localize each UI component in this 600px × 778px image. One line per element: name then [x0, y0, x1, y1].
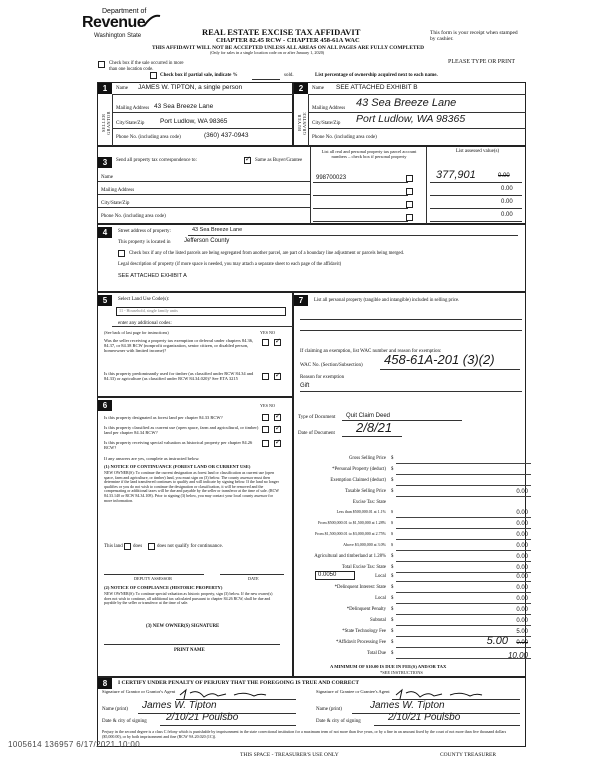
doc-type-value[interactable]: Quit Claim Deed: [346, 413, 391, 419]
section-1-number: 1: [98, 83, 112, 94]
personal-label: *Personal Property (deduct): [332, 467, 386, 472]
s6-question-1: Is this property designated as forest land per chapter 84.33 RCW?: [104, 415, 223, 420]
local-value[interactable]: 0.00: [516, 574, 528, 580]
s6-question-3: Is this property receiving special valuation as historical property per chapter 84.26 RCW?: [104, 440, 253, 451]
delinq-state-row: *Delinquent Interest: State $ 0.00: [296, 585, 536, 594]
additional-codes-label: enter any additional codes:: [118, 321, 172, 326]
parcel-1-value[interactable]: 998700023: [316, 175, 347, 181]
wac-value[interactable]: 458-61A-201 (3)(2): [384, 352, 495, 367]
legal-value[interactable]: SEE ATTACHED EXHIBIT A: [118, 273, 187, 279]
does-not-text: does not qualify for continuance.: [157, 544, 223, 549]
total-state-label: Total Excise Tax: State: [341, 565, 386, 570]
seller-phone-value[interactable]: (360) 437-0943: [204, 132, 249, 139]
s3-city-label: City/State/Zip: [101, 201, 130, 206]
grantor-name-label: Name (print): [102, 707, 128, 712]
section-3: [97, 146, 526, 224]
doc-type-label: Type of Document: [298, 415, 336, 420]
buyer-phone-label: Phone No. (including area code): [312, 135, 377, 140]
total-due-row: Total Due $ 10.00: [296, 651, 536, 660]
s5-q1-yes-checkbox[interactable]: [262, 339, 269, 346]
s5-question-1: Was the seller receiving a property tax exemption or deferral under chapters 84.36, 84.37, or 84.38 RCW (nonprofit organization, senior citizen, or disabled person, homeowner with limited income)?: [104, 338, 254, 354]
section-4-number: 4: [98, 227, 112, 238]
section-5: [97, 292, 293, 397]
receipt-note: This form is your receipt when stamped by cashier.: [430, 30, 518, 43]
section-7-number: 7: [294, 295, 308, 306]
seller-section: [97, 82, 293, 146]
deputy-assessor-label: DEPUTY ASSESSOR: [134, 576, 172, 581]
historic-text: NEW OWNER(S): To continue special valuation as historic property, sign (3) below. If the new owner(s) does not wish to continue, all additional tax calculated pursuant to chapter 84.26 RCW, shall be due and payable by the seller or transferor at the time of sale.: [104, 591, 273, 606]
personal-row: *Personal Property (deduct) $: [296, 467, 536, 476]
parcels-header: List all real and personal property tax parcel account numbers – check box if personal property: [321, 149, 417, 160]
county-value[interactable]: Jefferson County: [184, 238, 230, 244]
grantee-date-value[interactable]: 2/10/21 Poulsbo: [388, 712, 461, 723]
tier3-value[interactable]: 0.00: [516, 532, 528, 538]
tier2-label: From $500,000.01 to $1,500,000 at 1.28%: [318, 520, 386, 525]
parcel-4-personal-checkbox[interactable]: [406, 214, 413, 221]
buyer-mailing-label: Mailing Address: [312, 106, 346, 111]
assessed-header: List assessed value(s): [455, 149, 500, 154]
tier3-label: From $1,500,000.01 to $3,000,000 at 2.75%: [315, 531, 386, 536]
s5-question-2: Is this property predominantly used for timber (as classified under RCW 84.34 and 84.33) or agriculture (as classified under RCW 84.34.020)? See ETA 3215: [104, 371, 254, 382]
assessed-4-value[interactable]: 0.00: [501, 212, 513, 218]
located-label: This property is located in: [118, 240, 171, 245]
print-name-label: PRINT NAME: [174, 648, 205, 653]
section-8: [97, 677, 526, 747]
tier1-label: Less than $500,000.01 at 1.1%: [336, 509, 386, 514]
s5-yes-no-header: YES NO: [260, 330, 276, 335]
if-yes-note: If any answers are yes, complete as instructed below.: [104, 456, 200, 461]
seller-mailing-value[interactable]: 43 Sea Breeze Lane: [154, 103, 214, 110]
parcel-1-personal-checkbox[interactable]: [406, 175, 413, 182]
tech-fee-row: *State Technology Fee $ 5.00: [296, 629, 536, 638]
county-treasurer: COUNTY TREASURER: [440, 752, 497, 758]
delinq-local-label: Local: [375, 596, 386, 601]
s5-q2-no-checkbox[interactable]: [274, 373, 281, 380]
buyer-mailing-value[interactable]: 43 Sea Breeze Lane: [356, 97, 457, 109]
does-text: does: [133, 544, 143, 549]
section-8-number: 8: [98, 678, 112, 689]
doc-date-value[interactable]: 2/8/21: [356, 420, 393, 435]
partial-sale-text: Check box if partial sale, indicate %: [160, 73, 238, 78]
subtotal-label: Subtotal: [370, 618, 386, 623]
continuance-title: (1) NOTICE OF CONTINUANCE (FOREST LAND OR CURRENT USE): [104, 464, 251, 469]
send-correspondence-label: Send all property tax correspondence to:: [116, 158, 197, 163]
minimum-note: A MINIMUM OF $10.00 IS DUE IN FEE(S) AND/OR TAX: [330, 664, 447, 669]
tech-fee-value[interactable]: 5.00: [516, 629, 528, 635]
see-instructions: *SEE INSTRUCTIONS: [380, 670, 423, 675]
subtotal-row: Subtotal $ 0.00: [296, 618, 536, 627]
penalty-label: *Delinquent Penalty: [346, 607, 386, 612]
s5-q2-yes-checkbox[interactable]: [262, 373, 269, 380]
logo-swoosh-icon: [142, 12, 162, 28]
seller-city-value[interactable]: Port Ludlow, WA 98365: [160, 118, 228, 125]
street-label: Street address of property:: [118, 229, 171, 234]
total-state-row: Total Excise Tax: State $ 0.00: [296, 565, 536, 574]
s3-phone-label: Phone No. (including area code): [101, 214, 166, 219]
tier3-row: From $1,500,000.01 to $3,000,000 at 2.75% $ 0.00: [296, 532, 536, 541]
affidavit-fee-struck: 0.00: [516, 640, 528, 646]
grantee-name-value[interactable]: James W. Tipton: [370, 700, 445, 711]
s6-yes-no-header: YES NO: [260, 403, 276, 408]
assessed-1-struck: 0.00: [498, 173, 510, 179]
affidavit-fee-label: *Affidavit Processing Fee: [335, 640, 386, 645]
ownership-pct-text: List percentage of ownership acquired next to each name.: [315, 73, 438, 78]
gross-row: Gross Selling Price $: [296, 456, 536, 465]
buyer-name-label: Name: [312, 86, 324, 91]
section-3-number: 3: [98, 157, 112, 168]
affidavit-fee-value[interactable]: 5.00: [486, 635, 508, 647]
section-6-number: 6: [98, 400, 112, 411]
seller-city-label: City/State/Zip: [116, 121, 145, 126]
seller-mailing-label: Mailing Address: [116, 106, 150, 111]
exemption-claimed-label: Exemption Claimed (deduct): [330, 478, 386, 483]
seller-name-value[interactable]: JAMES W. TIPTON, a single person: [138, 84, 243, 91]
land-use-selected: 11 - Household, single family units: [119, 308, 178, 313]
same-as-buyer-checkbox[interactable]: [244, 157, 251, 164]
type-note: PLEASE TYPE OR PRINT: [448, 59, 516, 65]
total-due-value[interactable]: 10.00: [507, 651, 528, 660]
segregated-text: Check box if any of the listed parcels are being segregated from another parcel, are part of a boundary line adjustment or parcels being merged.: [129, 251, 405, 256]
exemption-input[interactable]: [396, 485, 531, 486]
grantor-name-value[interactable]: James W. Tipton: [142, 700, 217, 711]
s3-mailing-label: Mailing Address: [101, 188, 135, 193]
doc-date-label: Date of Document: [298, 431, 335, 436]
local-label: Local: [375, 574, 386, 579]
parcel-2-personal-checkbox[interactable]: [406, 188, 413, 195]
land-use-select[interactable]: [116, 307, 286, 316]
exemption-row: Exemption Claimed (deduct) $: [296, 478, 536, 487]
form-title: REAL ESTATE EXCISE TAX AFFIDAVIT: [202, 27, 361, 37]
section-6: [97, 397, 293, 677]
buyer-name-value[interactable]: SEE ATTACHED EXHIBIT B: [336, 84, 418, 91]
reason-value[interactable]: Gift: [300, 383, 310, 389]
penalty-row: *Delinquent Penalty $ 0.00: [296, 607, 536, 616]
same-as-buyer-text: Same as Buyer/Grantee: [255, 158, 303, 163]
form-subwarning: (Only for sales in a single location code on or after January 1, 2020): [210, 50, 325, 55]
s6-q2-no-checkbox[interactable]: [274, 426, 281, 433]
street-value[interactable]: 43 Sea Breeze Lane: [192, 227, 243, 233]
tier4-label: Above $3,000,000 at 3.0%: [343, 542, 386, 547]
section-2-number: 2: [294, 83, 308, 94]
tier1-row: Less than $500,000.01 at 1.1% $ 0.00: [296, 510, 536, 519]
ag-value[interactable]: 0.00: [516, 554, 528, 560]
exemption-label: If claiming an exemption, list WAC number and reason for exemption:: [300, 349, 442, 354]
partial-sale-checkbox[interactable]: [150, 72, 157, 79]
revenue-logo: [80, 8, 170, 48]
dept-line: Department of: [102, 8, 147, 15]
land-use-label: Select Land Use Code(s):: [118, 297, 170, 302]
historic-title: (2) NOTICE OF COMPLIANCE (HISTORIC PROPERTY): [104, 585, 223, 590]
ag-row: Agricultural and timberland at 1.28% $ 0.00: [296, 554, 536, 563]
grantee-sig-label: Signature of Grantee or Grantee's Agent: [316, 689, 390, 694]
seller-name-label: Name: [116, 86, 128, 91]
buyer-side-label: BUYER GRANTEE: [297, 111, 308, 135]
perjury-text: Perjury in the second degree is a class C felony which is punishable by imprisonment in the state correctional institution for a maximum term of not more than five years, or by a fine in an amount fixed by the court of not more than five thousand dollars ($5,000.00), or by both imprisonment and fine (RCW 9A.20.020 (1C)).: [102, 729, 507, 739]
affidavit-fee-row: *Affidavit Processing Fee $ 0.00 5.00: [296, 640, 536, 649]
assessed-3-value[interactable]: 0.00: [501, 199, 513, 205]
total-state-value[interactable]: 0.00: [516, 565, 528, 571]
penalty-value[interactable]: 0.00: [516, 607, 528, 613]
delinq-state-value[interactable]: 0.00: [516, 585, 528, 591]
treasurer-space: THIS SPACE - TREASURER'S USE ONLY: [240, 752, 339, 758]
grantee-date-label: Date & city of signing: [316, 719, 361, 724]
excise-title-row: [296, 500, 536, 509]
delinq-local-row: Local $ 0.00: [296, 596, 536, 605]
local-row: Local $ 0.00: [296, 574, 536, 583]
brand-name: Revenue: [82, 14, 146, 31]
gross-label: Gross Selling Price: [348, 456, 386, 461]
reason-label: Reason for exemption: [300, 375, 345, 380]
personal-input[interactable]: [396, 474, 531, 475]
tier2-value[interactable]: 0.00: [516, 521, 528, 527]
personal-property-label: List all personal property (tangible and intangible) included in selling price.: [314, 298, 460, 303]
form-warning: THIS AFFIDAVIT WILL NOT BE ACCEPTED UNLESS ALL AREAS ON ALL PAGES ARE FULLY COMPLETED: [152, 45, 425, 51]
s6-q3-no-checkbox[interactable]: [274, 440, 281, 447]
tier2-row: From $500,000.01 to $1,500,000 at 1.28% $ 0.00: [296, 521, 536, 530]
grantor-date-value[interactable]: 2/10/21 Poulsbo: [166, 712, 239, 723]
excise-title: Excise Tax: State: [352, 500, 386, 505]
does-not-checkbox[interactable]: [148, 543, 155, 550]
delinq-state-label: *Delinquent Interest: State: [334, 585, 386, 590]
state-line: Washington State: [94, 33, 142, 39]
subtotal-value[interactable]: 0.00: [516, 618, 528, 624]
tier4-row: Above $3,000,000 at 3.0% $ 0.00: [296, 543, 536, 552]
section-4: [97, 224, 526, 292]
parcel-3-personal-checkbox[interactable]: [406, 201, 413, 208]
taxable-row: Taxable Selling Price $ 0.00: [296, 489, 536, 498]
assessor-date-label: DATE: [248, 576, 259, 581]
partial-sale-pct-line[interactable]: [252, 79, 280, 80]
grantor-sig-label: Signature of Grantor or Grantor's Agent: [102, 689, 176, 694]
tier4-value[interactable]: 0.00: [516, 543, 528, 549]
new-owner-signature-label: (3) NEW OWNER(S) SIGNATURE: [146, 624, 220, 629]
partial-sale-sold: sold.: [284, 73, 294, 78]
tier1-value[interactable]: 0.00: [516, 510, 528, 516]
multi-location-text: Check box if the sale occurred in more than one location code.: [109, 61, 184, 72]
s6-question-2: Is this property classified as current use (open space, farm and agricultural, or timber) land per chapter 84.34 RCW?: [104, 425, 259, 436]
buyer-city-label: City/State/Zip: [312, 121, 341, 126]
assessed-1-value[interactable]: 377,901: [436, 169, 476, 181]
section-5-number: 5: [98, 295, 112, 306]
multi-location-checkbox[interactable]: [98, 61, 105, 68]
buyer-city-value[interactable]: Port Ludlow, WA 98365: [356, 113, 466, 125]
certify-text: I CERTIFY UNDER PENALTY OF PERJURY THAT THE FOREGOING IS TRUE AND CORRECT: [118, 680, 360, 686]
total-due-label: Total Due: [367, 651, 386, 656]
does-checkbox[interactable]: [124, 543, 131, 550]
wac-label: WAC No. (Section/Subsection): [300, 363, 363, 368]
s6-q2-yes-checkbox[interactable]: [262, 426, 269, 433]
continuance-text: NEW OWNER(S): To continue the current designation as forest land or classification as current use (open space, farm and agriculture, or timber) land, you must sign on (3) below. The county assessor must then determine if the land transferred continues to qualify and will indicate by signing below. If the land no longer qualifies or you do not wish to continue the designation or classification, it will be removed and the compensating or additional taxes will be due and payable by the seller or transferor at the time of sale. (RCW 84.33.140 or RCW 84.34.108). Prior to signing (3) below, you may contact your local county assessor for more information.: [104, 470, 279, 503]
grantor-date-label: Date & city of signing: [102, 719, 147, 724]
ag-label: Agricultural and timberland at 1.28%: [314, 554, 386, 559]
s6-q1-no-checkbox[interactable]: [274, 414, 281, 421]
s6-q1-yes-checkbox[interactable]: [262, 414, 269, 421]
taxable-value[interactable]: 0.00: [516, 489, 528, 495]
assessed-2-value[interactable]: 0.00: [501, 186, 513, 192]
delinq-local-value[interactable]: 0.00: [516, 596, 528, 602]
grantee-name-label: Name (print): [316, 707, 342, 712]
local-rate-value: 0.0050: [318, 572, 337, 578]
new-owner-signature-line[interactable]: [104, 644, 280, 645]
form-subtitle: CHAPTER 82.45 RCW - CHAPTER 458-61A WAC: [216, 37, 360, 44]
this-land-text: This land: [104, 544, 123, 549]
legal-label: Legal description of property (if more space is needed, you may attach a separate sheet to each page of the affidavit): [118, 262, 342, 267]
see-back-note: (See back of last page for instructions): [104, 330, 169, 335]
s3-name-label: Name: [101, 175, 113, 180]
taxable-label: Taxable Selling Price: [345, 489, 386, 494]
segregated-checkbox[interactable]: [118, 250, 125, 257]
tech-fee-label: *State Technology Fee: [342, 629, 386, 634]
seller-side-label: SELLER GRANTOR: [101, 111, 112, 135]
receipt-stamp: 1005614 136957 6/17/2021 10:00: [8, 740, 141, 749]
s5-q1-no-checkbox[interactable]: [274, 339, 281, 346]
seller-phone-label: Phone No. (including area code): [116, 135, 181, 140]
buyer-section: [293, 82, 526, 146]
s6-q3-yes-checkbox[interactable]: [262, 440, 269, 447]
gross-input[interactable]: [396, 463, 531, 464]
